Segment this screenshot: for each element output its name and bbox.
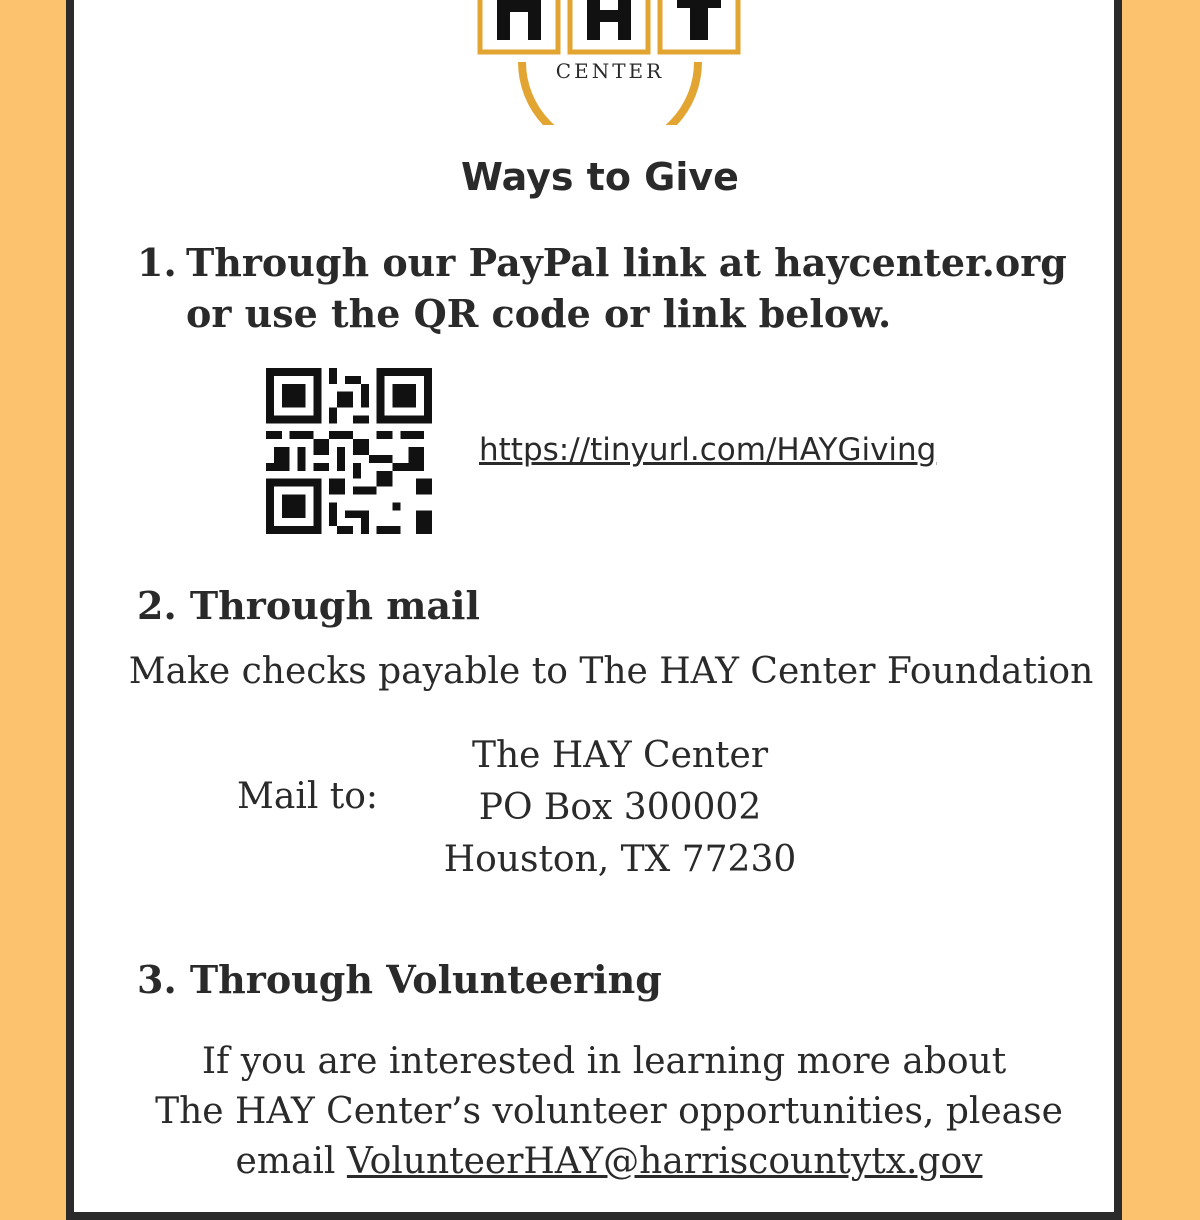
checks-payable-text: Make checks payable to The HAY Center Foundation <box>128 651 1094 692</box>
email-prefix: email <box>235 1141 347 1182</box>
page-title: Ways to Give <box>461 155 739 199</box>
qr-code-icon[interactable] <box>266 368 432 534</box>
volunteer-email-link[interactable]: VolunteerHAY@harriscountytx.gov <box>346 1141 983 1182</box>
address-line-2: PO Box 300002 <box>478 787 762 828</box>
mail-to-label: Mail to: <box>237 776 379 817</box>
address-line-1: The HAY Center <box>471 735 769 776</box>
logo-subtitle: CENTER <box>555 59 665 83</box>
address-line-3: Houston, TX 77230 <box>443 839 797 880</box>
section1-line2: or use the QR code or link below. <box>186 291 892 336</box>
section2-heading: 2. Through mail <box>137 583 480 628</box>
hay-center-logo <box>470 0 750 125</box>
giving-link[interactable]: https://tinyurl.com/HAYGiving <box>479 432 937 468</box>
volunteer-text-line3 <box>0 1136 1200 1188</box>
section1-number: 1. <box>137 240 177 285</box>
volunteer-text-line1: If you are interested in learning more about <box>201 1041 1007 1082</box>
section1-line1: Through our PayPal link at haycenter.org <box>186 240 1067 285</box>
section3-heading: 3. Through Volunteering <box>137 957 662 1002</box>
volunteer-text-line2: The HAY Center’s volunteer opportunities, please <box>155 1091 1063 1132</box>
